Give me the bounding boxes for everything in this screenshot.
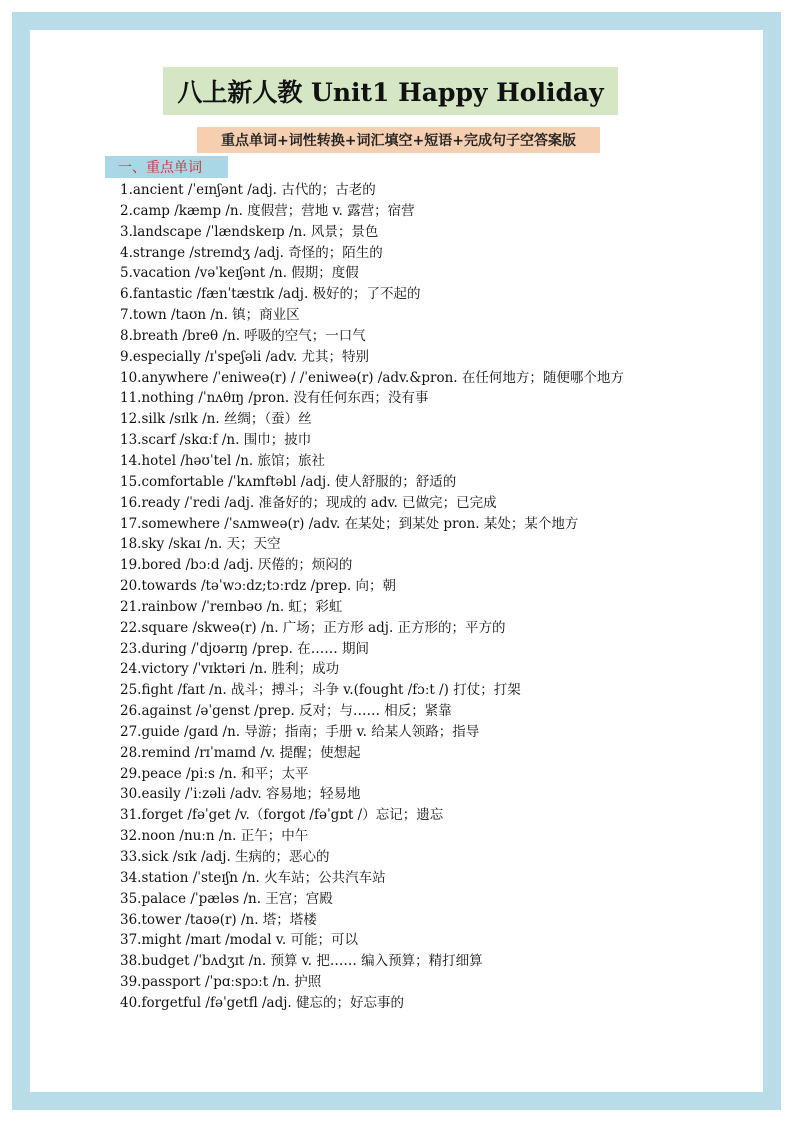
vocabulary-item: 36.tower /taʊə(r) /n. 塔；塔楼 [120,911,317,928]
section-header-key-words: 一、重点单词 [105,156,228,178]
vocabulary-item: 15.comfortable /ˈkʌmftəbl /adj. 使人舒服的；舒适的 [120,473,457,490]
vocabulary-item: 29.peace /piːs /n. 和平；太平 [120,765,309,782]
vocabulary-item: 35.palace /ˈpæləs /n. 王宫；宫殿 [120,890,333,907]
vocabulary-item: 33.sick /sɪk /adj. 生病的；恶心的 [120,849,330,865]
vocabulary-item: 4.strange /streɪndʒ /adj. 奇怪的；陌生的 [120,244,383,261]
vocabulary-item: 37.might /maɪt /modal v. 可能；可以 [120,932,358,949]
vocabulary-item: 19.bored /bɔːd /adj. 厌倦的；烦闷的 [120,557,353,574]
vocabulary-item: 25.fight /faɪt /n. 战斗；搏斗；斗争 v.(fought /fɔːt /) 打仗；打架 [120,682,521,699]
vocabulary-list [120,180,680,1014]
vocabulary-item: 28.remind /rɪˈmaɪnd /v. 提醒；使想起 [120,744,361,761]
vocabulary-item: 7.town /taʊn /n. 镇；商业区 [120,307,300,324]
vocabulary-item: 17.somewhere /ˈsʌmweə(r) /adv. 在某处；到某处 pron. 某处；某个地方 [120,515,579,532]
vocabulary-item: 10.anywhere /ˈeniweə(r) / /ˈeniweə(r) /adv.&pron. 在任何地方；随便哪个地方 [120,369,624,386]
vocabulary-item: 2.camp /kæmp /n. 度假营；营地 v. 露营；宿营 [120,202,415,219]
vocabulary-item: 40.forgetful /fəˈgetfl /adj. 健忘的；好忘事的 [120,994,405,1011]
vocabulary-item: 30.easily /ˈiːzəli /adv. 容易地；轻易地 [120,786,361,803]
page-subtitle: 重点单词+词性转换+词汇填空+短语+完成句子空答案版 [197,127,600,153]
vocabulary-item: 9.especially /ɪˈspeʃəli /adv. 尤其；特别 [120,348,369,365]
vocabulary-item: 34.station /ˈsteɪʃn /n. 火车站；公共汽车站 [120,869,386,886]
vocabulary-item: 32.noon /nuːn /n. 正午；中午 [120,828,309,845]
vocabulary-item: 21.rainbow /ˈreɪnbəʊ /n. 虹；彩虹 [120,598,343,615]
vocabulary-item: 24.victory /ˈvɪktəri /n. 胜利；成功 [120,661,340,678]
vocabulary-item: 38.budget /ˈbʌdʒɪt /n. 预算 v. 把…… 编入预算；精打细算 [120,953,483,970]
vocabulary-item: 3.landscape /ˈlændskeɪp /n. 风景；景色 [120,223,379,240]
vocabulary-item: 11.nothing /ˈnʌθɪŋ /pron. 没有任何东西；没有事 [120,390,429,407]
vocabulary-item: 22.square /skweə(r) /n. 广场；正方形 adj. 正方形的；平方的 [120,619,506,636]
vocabulary-item: 20.towards /təˈwɔːdz;tɔːrdz /prep. 向；朝 [120,578,396,595]
vocabulary-item: 23.during /ˈdjʊərɪŋ /prep. 在…… 期间 [120,640,370,657]
vocabulary-item: 1.ancient /ˈeɪnʃənt /adj. 古代的；古老的 [120,182,376,198]
vocabulary-item: 16.ready /ˈredi /adj. 准备好的；现成的 adv. 已做完；已完成 [120,494,497,511]
vocabulary-item: 6.fantastic /fænˈtæstɪk /adj. 极好的；了不起的 [120,286,421,303]
vocabulary-item: 13.scarf /skɑːf /n. 围巾；披巾 [120,432,312,449]
vocabulary-item: 31.forget /fəˈget /v.（forgot /fəˈgɒt /）忘记；遗忘 [120,807,444,824]
vocabulary-item: 27.guide /gaɪd /n. 导游；指南；手册 v. 给某人领路；指导 [120,723,480,740]
vocabulary-item: 12.silk /sɪlk /n. 丝绸；（蚕）丝 [120,411,312,428]
vocabulary-item: 8.breath /breθ /n. 呼吸的空气；一口气 [120,327,366,344]
vocabulary-item: 39.passport /ˈpɑːspɔːt /n. 护照 [120,974,322,991]
vocabulary-item: 14.hotel /həʊˈtel /n. 旅馆；旅社 [120,452,325,469]
vocabulary-item: 5.vacation /vəˈkeɪʃənt /n. 假期；度假 [120,265,359,282]
vocabulary-item: 26.against /əˈgenst /prep. 反对；与…… 相反；紧靠 [120,703,452,720]
page-title: 八上新人教 Unit1 Happy Holiday [163,67,618,115]
vocabulary-item: 18.sky /skaɪ /n. 天；天空 [120,536,281,553]
